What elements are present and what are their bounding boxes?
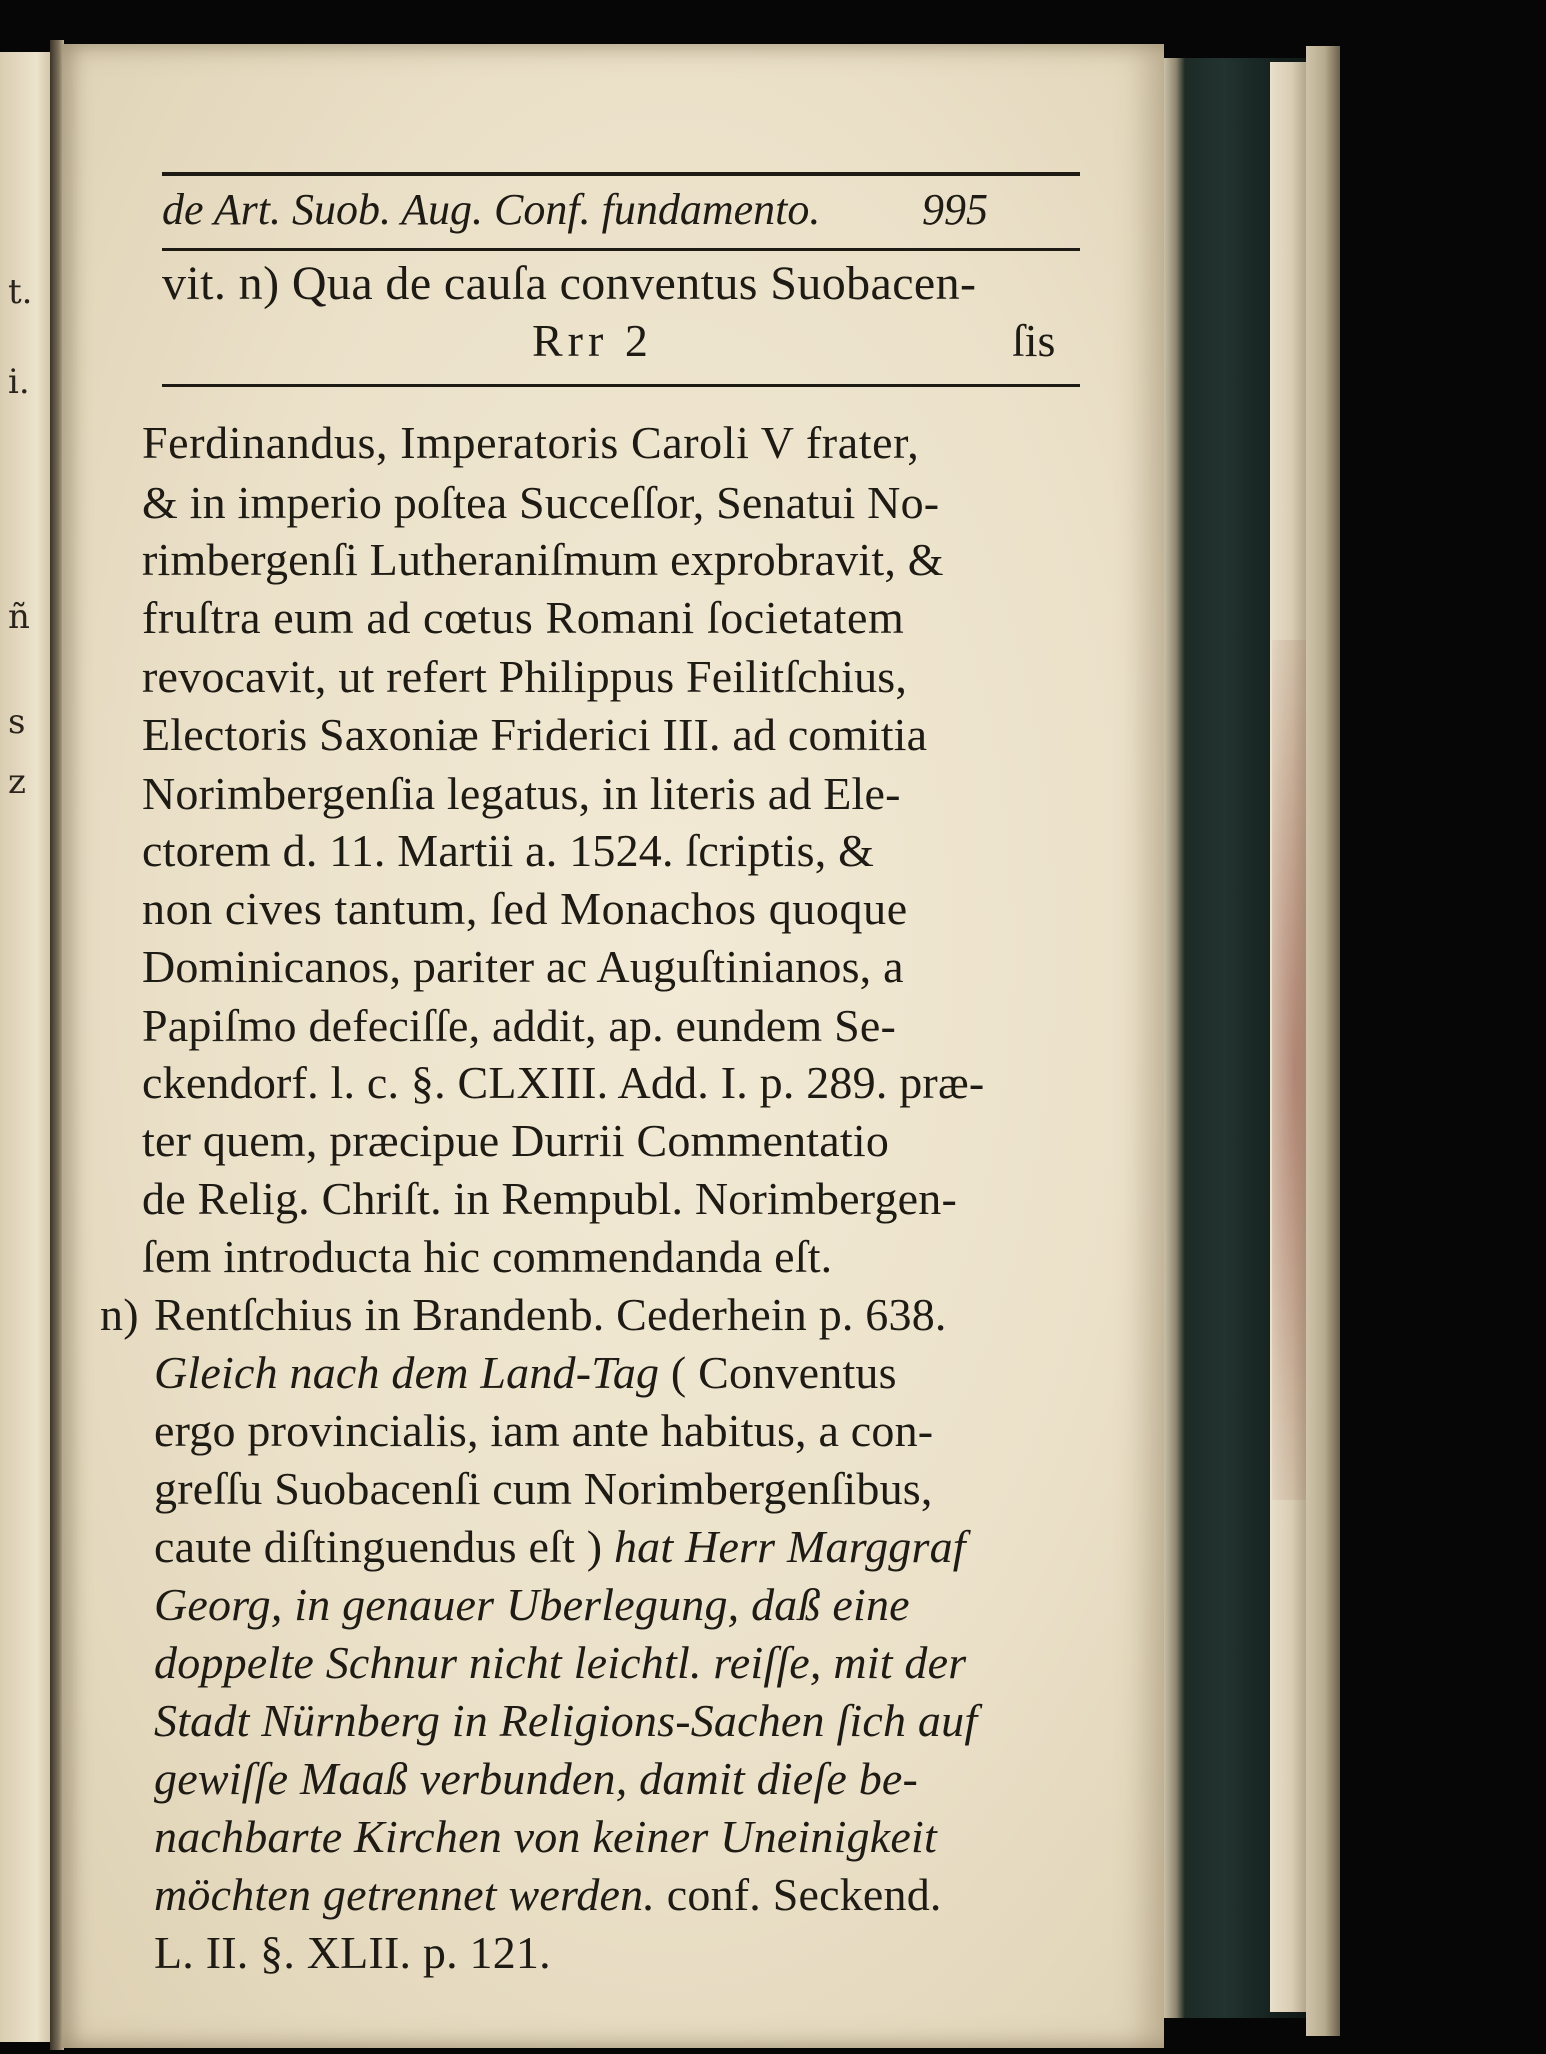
footnote-line: Georg, in genauer Uberlegung, daß eine [154, 1579, 910, 1630]
book-page [62, 44, 1164, 2048]
running-head [162, 184, 1052, 235]
footnote-line: Stadt Nürnberg in Religions-Sachen ſich auf [154, 1695, 978, 1746]
footnote-line: ter quem, præcipue Durrii Commentatio [142, 1115, 890, 1166]
footnote-line: & in imperio poſtea Succeſſor, Senatui No- [142, 477, 940, 528]
footnote-line: fruſtra eum ad cœtus Romani ſocietatem [142, 592, 905, 643]
footnote-line: Electoris Saxoniæ Friderici III. ad comitia [142, 709, 928, 760]
footnote-line: revocavit, ut refert Philippus Feilitſchius, [142, 651, 908, 702]
footnote-line: ctorem d. 11. Martii a. 1524. ſcriptis, & [142, 825, 875, 876]
header-rule-top [162, 172, 1080, 176]
footnote-line: gewiſſe Maaß verbunden, damit dieſe be- [154, 1753, 919, 1804]
left-fragment: ñ [8, 597, 30, 637]
footnote-roman: conf. Seckend. [655, 1869, 942, 1920]
footnote-marker: n) [100, 1289, 139, 1340]
signature-mark: Rrr 2 [532, 315, 653, 366]
footnote-line: Papiſmo defeciſſe, addit, ap. eundem Se- [142, 1000, 896, 1051]
header-rule-bottom [162, 248, 1080, 251]
footnote-line: Norimbergenſia legatus, in literis ad Ele- [142, 768, 901, 819]
footnote-line: de Relig. Chriſt. in Rempubl. Norimbergen- [142, 1173, 957, 1224]
footnote-rule [162, 384, 1080, 387]
footnote-italic: möchten getrennet werden. [154, 1869, 656, 1920]
footnote-line: ckendorf. l. c. §. CLXIII. Add. I. p. 289. præ- [142, 1057, 985, 1108]
footnote-line: doppelte Schnur nicht leichtl. reiſſe, mit der [154, 1637, 967, 1688]
footnote-line [154, 1868, 942, 1921]
running-head-title: de Art. Suob. Aug. Conf. fundamento. [162, 185, 821, 234]
left-fragment: t. [8, 272, 33, 312]
page-number: 995 [922, 185, 988, 234]
book-cover-edge [1306, 46, 1340, 2036]
footnote-line: ſem introducta hic commendanda eſt. [142, 1231, 833, 1282]
footnote-line: L. II. §. XLII. p. 121. [154, 1927, 551, 1978]
footnote-roman: caute diſtinguendus eſt ) [154, 1521, 614, 1572]
footnote-line: ergo provincialis, iam ante habitus, a con- [154, 1405, 934, 1456]
left-fragment: i. [8, 362, 30, 402]
left-fragment: z [8, 762, 26, 802]
footnote-italic: hat Herr Marggraf [613, 1521, 966, 1572]
footnote-line: non cives tantum, ſed Monachos quoque [142, 883, 908, 934]
footnote-line: Dominicanos, pariter ac Auguſtinianos, a [142, 941, 904, 992]
facing-page-edge [0, 52, 52, 2042]
footnote-line: Rentſchius in Brandenb. Cederhein p. 638. [154, 1289, 947, 1340]
catchword: ſis [1012, 315, 1056, 366]
footnote-line [154, 1346, 897, 1399]
footnote-line: greſſu Suobacenſi cum Norimbergenſibus, [154, 1463, 933, 1514]
footnote-roman: ( Conventus [659, 1347, 897, 1398]
footnote-italic: Gleich nach dem Land-Tag [154, 1347, 660, 1398]
footnote-line: nachbarte Kirchen von keiner Uneinigkeit [154, 1811, 937, 1862]
footnote-line: Ferdinandus, Imperatoris Caroli V frater, [142, 417, 920, 468]
footnote-line: rimbergenſi Lutheraniſmum exprobravit, & [142, 534, 944, 585]
left-fragment: s [8, 702, 26, 742]
footnote-line [154, 1520, 966, 1573]
main-text-line: vit. n) Qua de cauſa conventus Suobacen- [162, 257, 977, 310]
